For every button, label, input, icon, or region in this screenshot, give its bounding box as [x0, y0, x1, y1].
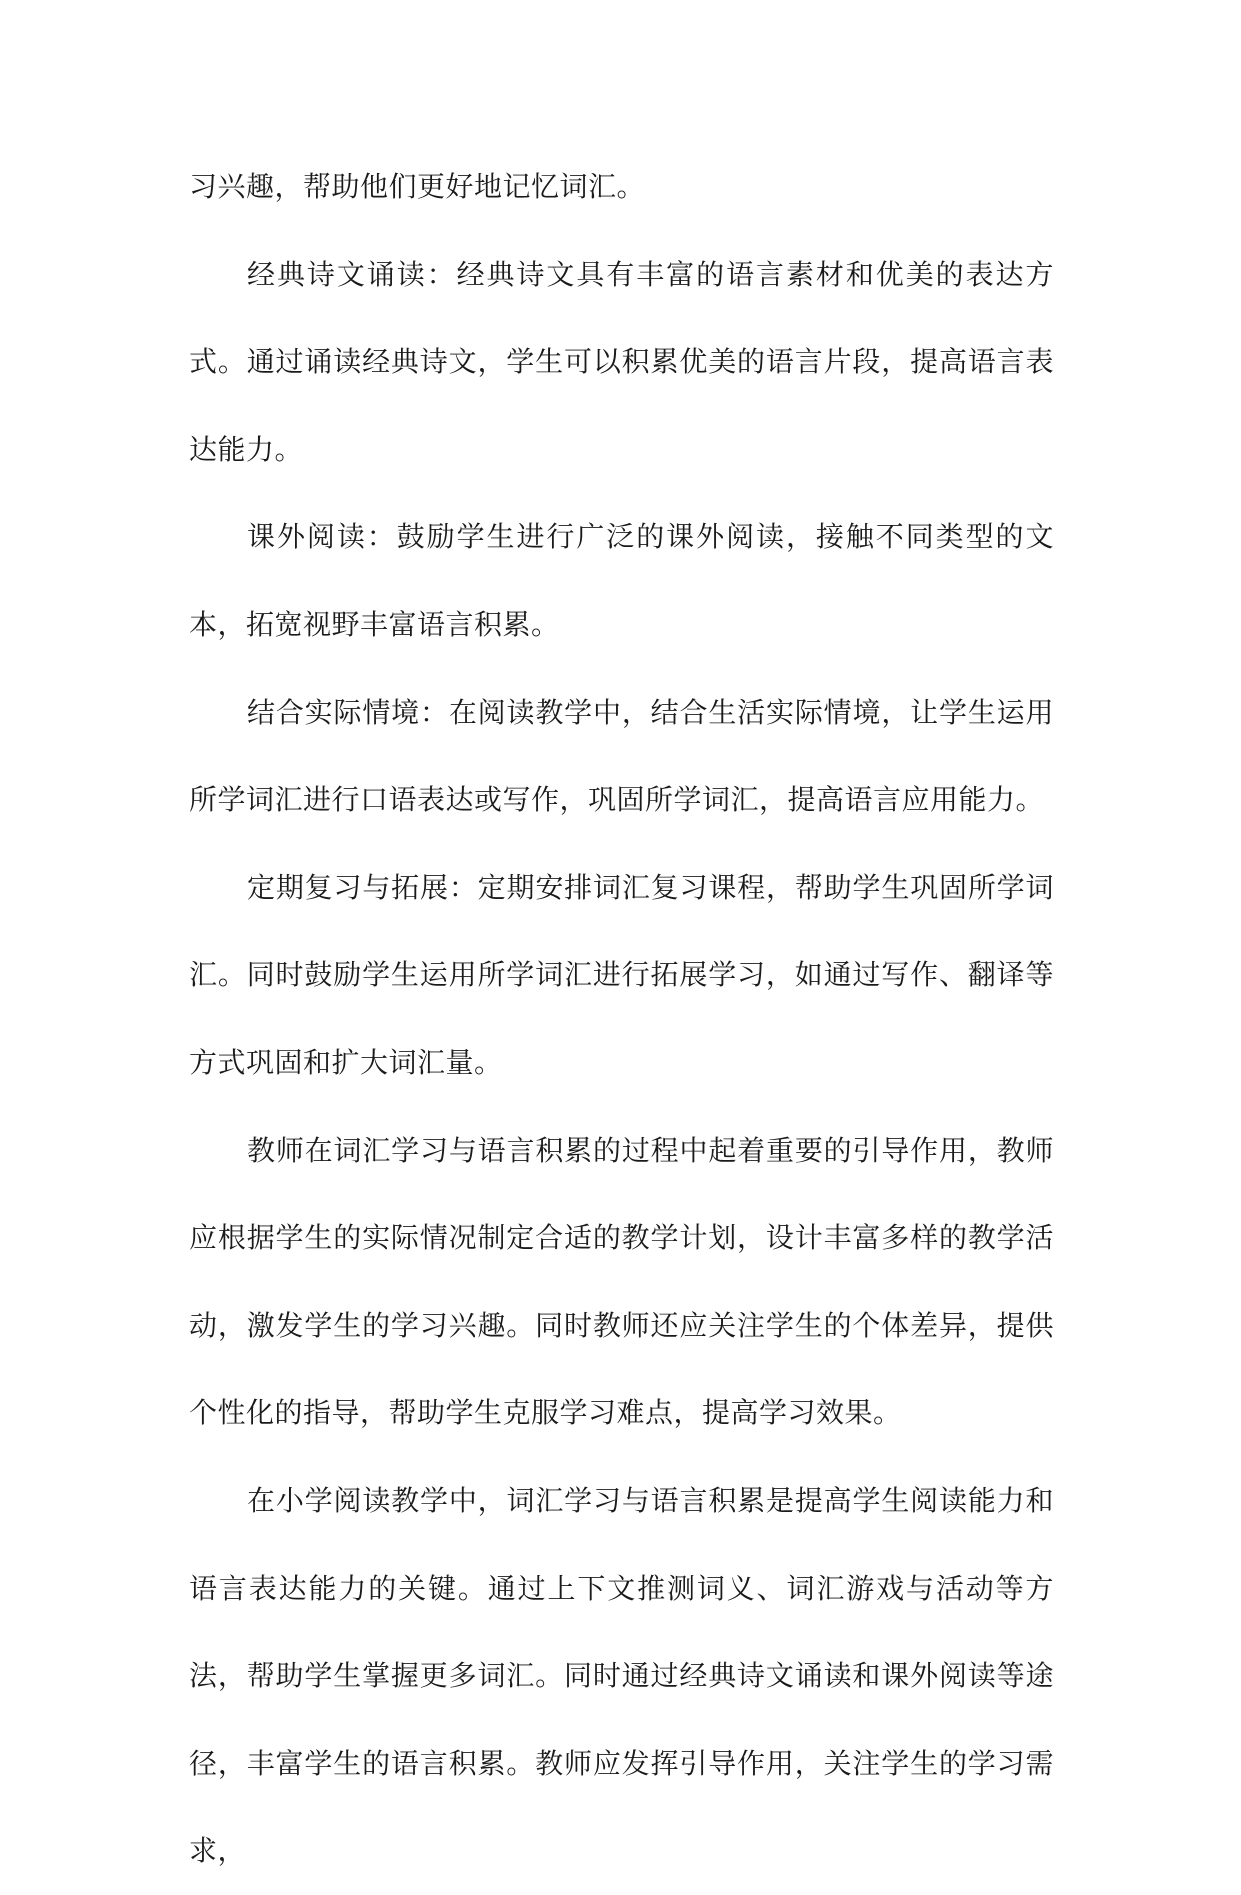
- paragraph-continuation: 习兴趣，帮助他们更好地记忆词汇。: [189, 170, 646, 203]
- paragraph-teacher-role: 教师在词汇学习与语言积累的过程中起着重要的引导作用，教师应根据学生的实际情况制定合适的教学计划，设计丰富多样的教学活动，激发学生的学习兴趣。同时教师还应关注学生的个体差异，提供个性化的指导，帮助学生克服学习难点，提高学习效果。: [189, 1133, 1054, 1430]
- paragraph-review-and-extension: 定期复习与拓展：定期安排词汇复习课程，帮助学生巩固所学词汇。同时鼓励学生运用所学词汇进行拓展学习，如通过写作、翻译等方式巩固和扩大词汇量。: [189, 870, 1054, 1079]
- paragraph-summary: 在小学阅读教学中，词汇学习与语言积累是提高学生阅读能力和语言表达能力的关键。通过上下文推测词义、词汇游戏与活动等方法，帮助学生掌握更多词汇。同时通过经典诗文诵读和课外阅读等途径，丰富学生的语言积累。教师应发挥引导作用，关注学生的学习需求，: [189, 1483, 1054, 1868]
- document-body: [189, 143, 1054, 1895]
- paragraph-extracurricular-reading: 课外阅读：鼓励学生进行广泛的课外阅读，接触不同类型的文本，拓宽视野丰富语言积累。: [189, 520, 1054, 641]
- paragraph-real-life-context: 结合实际情境：在阅读教学中，结合生活实际情境，让学生运用所学词汇进行口语表达或写作，巩固所学词汇，提高语言应用能力。: [189, 695, 1054, 817]
- paragraph-classic-poetry-recitation: 经典诗文诵读：经典诗文具有丰富的语言素材和优美的表达方式。通过诵读经典诗文，学生可以积累优美的语言片段，提高语言表达能力。: [189, 257, 1054, 466]
